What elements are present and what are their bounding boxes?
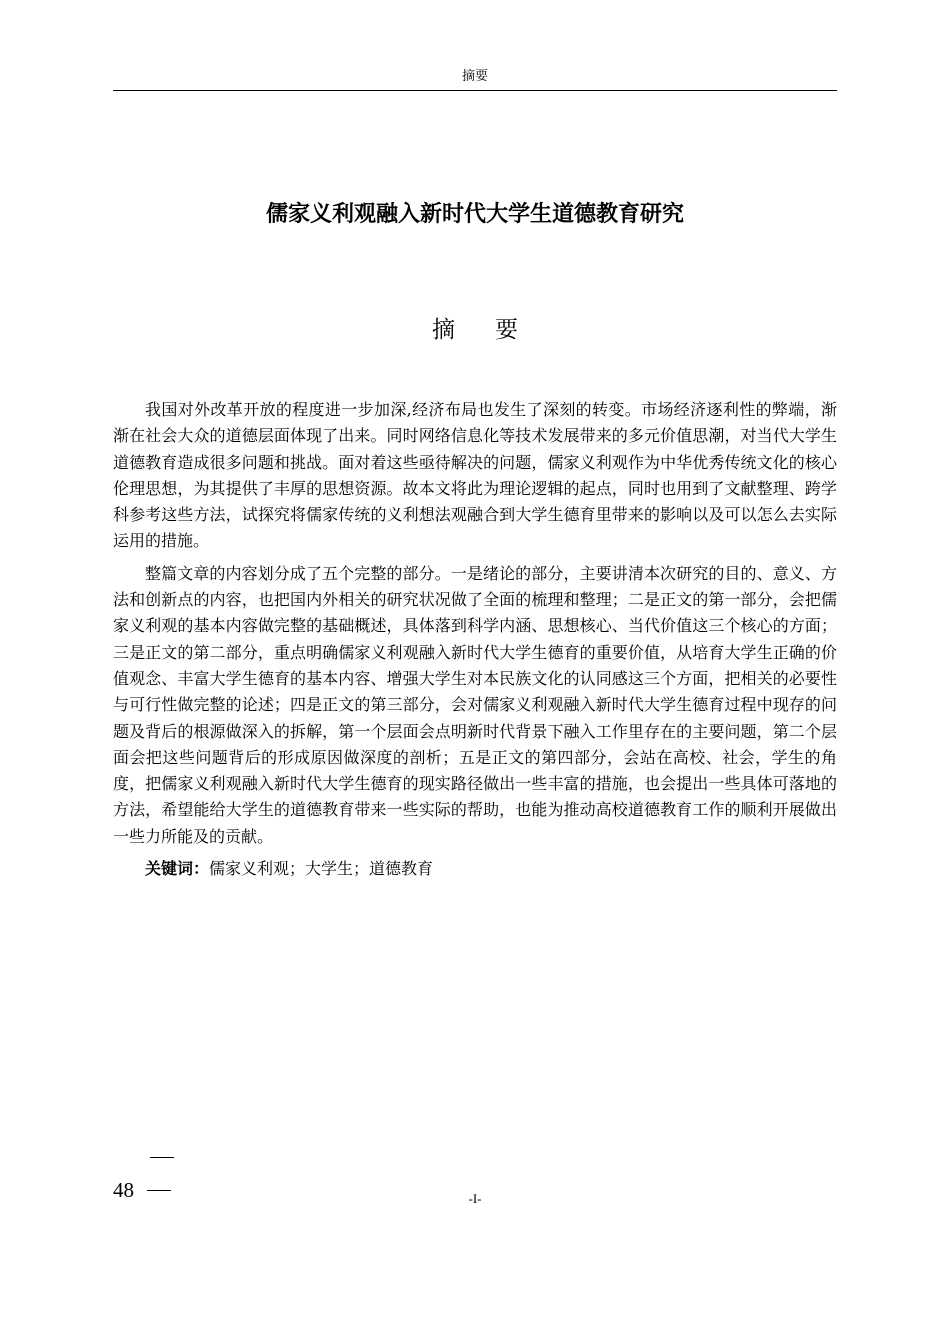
keywords-label: 关键词： [145,859,210,879]
keywords-line [113,856,837,882]
keywords-value: 儒家义利观；大学生；道德教育 [209,859,434,879]
running-header: 摘要 [461,69,488,84]
header-rule [113,90,837,91]
abstract-body [113,397,837,888]
thesis-title: 儒家义利观融入新时代大学生道德教育研究 [265,202,684,227]
page-number-left: 48 [113,1178,134,1202]
footer-dash-top [150,1157,174,1158]
abstract-heading: 摘要 [432,317,558,343]
abstract-paragraph-2: 整篇文章的内容划分成了五个完整的部分。一是绪论的部分，主要讲清本次研究的目的、意义、方法和创新点的内容，也把国内外相关的研究状况做了全面的梳理和整理；二是正文的第一部分，会把儒家义利观的基本内容做完整的基础概述，具体落到科学内涵、思想核心、当代价值这三个核心的方面；三是正文的第二部分，重点明确儒家义利观融入新时代大学生德育的重要价值，从培育大学生正确的价值观念、丰富大学生德育的基本内容、增强大学生对本民族文化的认同感这三个方面，把相关的必要性与可行性做完整的论述；四是正文的第三部分，会对儒家义利观融入新时代大学生德育过程中现存的问题及背后的根源做深入的拆解，第一个层面会点明新时代背景下融入工作里存在的主要问题，第二个层面会把这些问题背后的形成原因做深度的剖析；五是正文的第四部分，会站在高校、社会，学生的角度，把儒家义利观融入新时代大学生德育的现实路径做出一些丰富的措施，也会提出一些具体可落地的方法，希望能给大学生的道德教育带来一些实际的帮助，也能为推动高校道德教育工作的顺利开展做出一些力所能及的贡献。 [113,563,837,846]
abstract-paragraph-1: 我国对外改革开放的程度进一步加深,经济布局也发生了深刻的转变。市场经济逐利性的弊端，渐渐在社会大众的道德层面体现了出来。同时网络信息化等技术发展带来的多元价值思潮，对当代大学生道德教育造成很多问题和挑战。面对着这些亟待解决的问题，儒家义利观作为中华优秀传统文化的核心伦理思想，为其提供了丰厚的思想资源。故本文将此为理论逻辑的起点，同时也用到了文献整理、跨学科参考这些方法，试探究将儒家传统的义利想法观融合到大学生德育里带来的影响以及可以怎么去实际运用的措施。 [113,400,837,551]
page-number-center: -I- [468,1191,482,1206]
